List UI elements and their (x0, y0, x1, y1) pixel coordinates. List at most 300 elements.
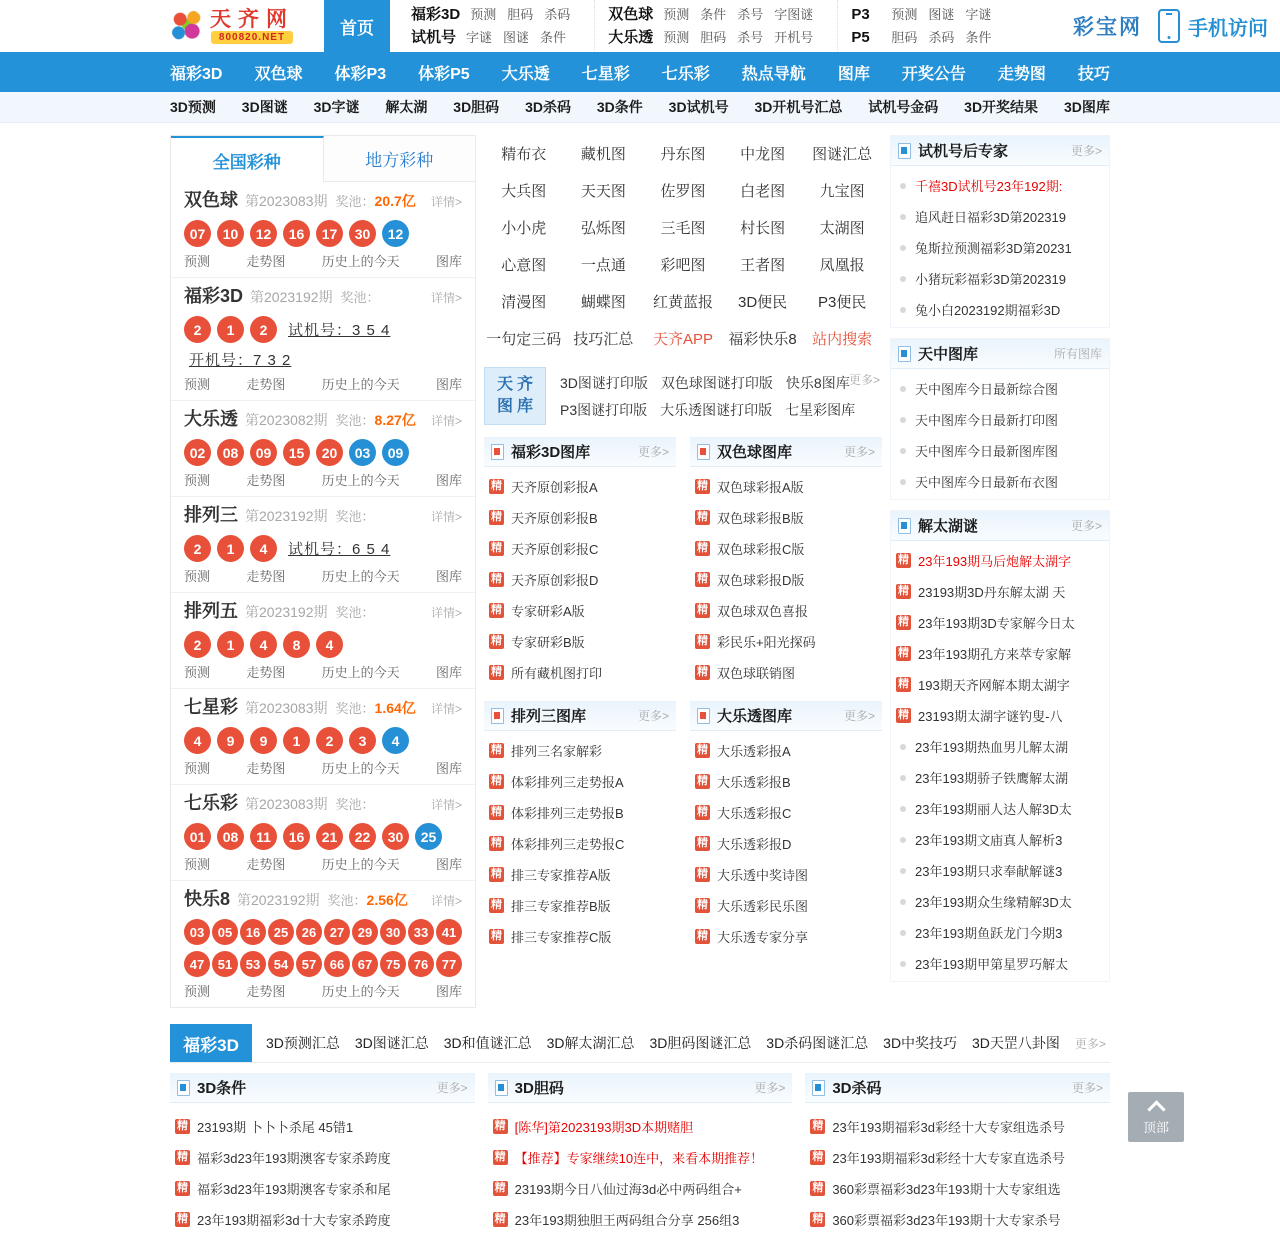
more-link[interactable]: 更多> (848, 373, 880, 387)
menu-group-title[interactable]: P5 (851, 29, 870, 46)
lottery-action-link[interactable]: 历史上的今天 (321, 665, 400, 680)
bottom-tab-link[interactable]: 3D图谜汇总 (354, 1035, 429, 1051)
list-item[interactable] (895, 294, 1105, 325)
list-item-label: 23年193期文庙真人解析3 (915, 833, 1063, 848)
list-item[interactable] (694, 533, 878, 564)
quick-link[interactable]: 小小虎 (501, 220, 547, 237)
main-nav-item[interactable]: 体彩P3 (334, 65, 387, 83)
item-bullet-icon (900, 899, 906, 905)
item-bullet-icon (900, 961, 906, 967)
lottery-action-link[interactable]: 预测 (184, 377, 211, 392)
sub-nav-item[interactable]: 试机号金码 (868, 99, 939, 115)
sub-nav-item[interactable]: 3D杀码 (525, 99, 571, 115)
bottom-tab-link[interactable]: 3D中奖技巧 (883, 1035, 958, 1051)
jing-badge-icon: 精 (812, 1120, 824, 1132)
more-link[interactable]: 更多> (436, 1081, 468, 1095)
list-item[interactable] (895, 373, 1105, 404)
list-item[interactable] (488, 859, 672, 890)
list-item[interactable] (895, 855, 1105, 886)
lottery-action-link[interactable]: 历史上的今天 (321, 857, 400, 872)
tianqi-gallery-link[interactable]: 快乐8图库 (785, 374, 850, 391)
caibao-logo[interactable]: 彩宝网 (1073, 16, 1142, 39)
bottom-tab-link[interactable]: 3D预测汇总 (266, 1035, 340, 1051)
lottery-pool: 奖池： (335, 509, 375, 524)
lottery-action-link[interactable]: 预测 (184, 254, 211, 269)
list-item[interactable] (694, 735, 878, 766)
detail-link[interactable]: 详情> (430, 894, 462, 908)
lottery-pool: 奖池： (335, 797, 375, 812)
lottery-pool: 奖池：1.64亿 (335, 700, 416, 716)
machine-number-link[interactable]: 试机号：3 5 4 (288, 322, 391, 339)
lottery-actions (184, 983, 462, 1000)
list-item[interactable] (809, 1173, 1106, 1204)
lottery-name[interactable]: 七乐彩 (184, 793, 238, 813)
menu-link[interactable]: 预测 (470, 7, 497, 22)
lottery-name[interactable]: 七星彩 (184, 697, 238, 717)
list-item[interactable] (488, 471, 672, 502)
list-item[interactable] (895, 545, 1105, 576)
list-item[interactable] (694, 595, 878, 626)
list-item[interactable] (694, 502, 878, 533)
lottery-ball: 10 (217, 220, 244, 247)
main-nav-item[interactable]: 体彩P5 (418, 65, 470, 83)
lottery-ball: 17 (316, 220, 343, 247)
lottery-ball: 01 (184, 823, 211, 850)
sub-nav-item[interactable]: 3D图库 (1063, 99, 1110, 115)
lottery-card (171, 277, 475, 400)
header-menu-row (608, 26, 824, 49)
quick-link[interactable]: 福彩快乐8 (728, 331, 797, 348)
detail-link[interactable]: 详情> (430, 291, 462, 305)
list-item[interactable] (895, 232, 1105, 263)
more-link[interactable]: 更多> (1074, 1036, 1106, 1051)
lottery-name[interactable]: 排列五 (184, 601, 238, 621)
list-item[interactable] (488, 564, 672, 595)
list-item[interactable] (174, 1142, 471, 1173)
menu-link[interactable]: 字谜 (965, 7, 992, 22)
menu-link[interactable]: 胆码 (507, 7, 534, 22)
list-item[interactable] (895, 762, 1105, 793)
jing-badge-icon: 精 (491, 511, 502, 523)
list-item[interactable] (492, 1173, 789, 1204)
quick-link[interactable]: 白老图 (740, 183, 786, 200)
quick-link[interactable]: 三毛图 (660, 220, 706, 237)
more-link[interactable]: 更多> (843, 445, 875, 459)
sub-nav-item[interactable]: 3D开奖结果 (964, 99, 1039, 115)
panel-header (891, 136, 1109, 166)
list-item[interactable] (895, 466, 1105, 497)
lottery-action-link[interactable]: 走势图 (246, 569, 286, 584)
quick-link[interactable]: 清漫图 (501, 294, 547, 311)
header-menu-row (608, 3, 824, 26)
gallery-panel (690, 437, 882, 690)
list-item[interactable] (488, 657, 672, 688)
main-nav-item[interactable]: 技巧 (1077, 65, 1110, 83)
more-link[interactable]: 更多> (1071, 1081, 1103, 1095)
list-item[interactable] (895, 917, 1105, 948)
quick-link[interactable]: 大兵图 (501, 183, 547, 200)
quick-link[interactable]: 村长图 (740, 220, 786, 237)
quick-link[interactable]: 佐罗图 (660, 183, 706, 200)
draw-balls (184, 220, 462, 247)
back-to-top-button[interactable] (1128, 1092, 1184, 1142)
menu-link[interactable]: 胆码 (891, 30, 918, 45)
tianqi-gallery-link[interactable]: 七星彩图库 (785, 401, 856, 418)
jing-badge-icon: 精 (697, 806, 708, 818)
menu-link[interactable]: 预测 (663, 7, 690, 22)
more-link[interactable]: 更多> (754, 1081, 786, 1095)
sub-nav-item[interactable]: 3D开机号汇总 (754, 99, 843, 115)
lottery-tabs (171, 136, 475, 182)
item-bullet-icon: 精 (898, 616, 909, 628)
more-link[interactable]: 更多> (637, 445, 669, 459)
lottery-action-link[interactable]: 走势图 (246, 857, 286, 872)
jing-badge-icon: 精 (697, 775, 708, 787)
quick-link[interactable]: 太湖图 (819, 220, 865, 237)
list-item[interactable] (488, 921, 672, 952)
lottery-action-link[interactable]: 图库 (435, 569, 462, 584)
detail-link[interactable]: 详情> (430, 798, 462, 812)
lottery-action-link[interactable]: 走势图 (246, 665, 286, 680)
lottery-ball: 30 (382, 823, 409, 850)
lottery-name[interactable]: 福彩3D (184, 286, 244, 306)
jing-badge-icon: 精 (697, 899, 708, 911)
lottery-action-link[interactable]: 历史上的今天 (321, 377, 400, 392)
header-menu-row (851, 26, 1002, 49)
list-item[interactable] (488, 502, 672, 533)
menu-link[interactable]: 预测 (663, 30, 690, 45)
quick-link[interactable]: 中龙图 (740, 146, 786, 163)
list-item-label: 兔斯拉预测福彩3D第20231 (915, 241, 1072, 256)
lottery-action-link[interactable]: 图库 (435, 473, 462, 488)
tab-local-lottery[interactable]: 地方彩种 (324, 136, 476, 182)
jing-badge-icon: 精 (697, 542, 708, 554)
menu-group-title[interactable]: 福彩3D (411, 6, 461, 23)
lottery-pool-value: 2.56亿 (366, 892, 408, 908)
panel-title: 解太湖谜 (918, 518, 979, 535)
list-item-label: 23193期太湖字谜钓叟-八 (918, 709, 1063, 724)
quick-link[interactable]: 凤凰报 (819, 257, 865, 274)
document-icon (898, 346, 911, 362)
menu-link[interactable]: 条件 (540, 30, 567, 45)
lottery-action-link[interactable]: 预测 (184, 761, 211, 776)
lottery-action-link[interactable]: 走势图 (246, 473, 286, 488)
lottery-name[interactable]: 快乐8 (184, 889, 231, 909)
more-link[interactable]: 更多> (1070, 519, 1102, 533)
menu-group-title[interactable]: P3 (851, 6, 870, 23)
main-nav-item[interactable]: 七乐彩 (661, 65, 710, 83)
list-item[interactable] (895, 731, 1105, 762)
main-nav-item[interactable]: 福彩3D (170, 65, 223, 83)
lottery-action-link[interactable]: 图库 (435, 857, 462, 872)
lottery-action-link[interactable]: 走势图 (246, 761, 286, 776)
list-item[interactable] (895, 669, 1105, 700)
quick-link[interactable]: 图谜汇总 (812, 146, 873, 163)
tianqi-gallery-logo[interactable]: 天齐 图库 (484, 367, 546, 425)
list-item[interactable] (895, 824, 1105, 855)
sub-nav-item[interactable]: 3D图谜 (241, 99, 288, 115)
machine-number-link[interactable]: 试机号：6 5 4 (288, 541, 391, 558)
bottom-panel (488, 1073, 793, 1237)
list-item[interactable] (895, 886, 1105, 917)
lottery-pool: 奖池：8.27亿 (335, 412, 416, 428)
quick-link[interactable]: 一点通 (580, 257, 626, 274)
main-nav-item[interactable]: 热点导航 (741, 65, 806, 83)
detail-link[interactable]: 详情> (430, 414, 462, 428)
menu-link[interactable]: 开机号 (774, 30, 814, 45)
menu-group-title[interactable]: 大乐透 (608, 29, 654, 46)
quick-link[interactable]: 天齐APP (652, 331, 713, 348)
list-item-label: 追风赶日福彩3D第202319 (915, 210, 1066, 225)
quick-link[interactable]: 站内搜索 (812, 331, 873, 348)
list-item[interactable] (174, 1173, 471, 1204)
list-item[interactable] (809, 1204, 1106, 1235)
lottery-action-link[interactable]: 走势图 (246, 984, 286, 999)
main-nav-item[interactable]: 图库 (837, 65, 870, 83)
quick-link[interactable]: 九宝图 (819, 183, 865, 200)
menu-group-title[interactable]: 试机号 (411, 29, 457, 46)
quick-link[interactable]: 3D便民 (738, 294, 788, 311)
list-item[interactable] (694, 828, 878, 859)
list-item[interactable] (492, 1111, 789, 1142)
list-item[interactable] (694, 657, 878, 688)
detail-link[interactable]: 详情> (430, 195, 462, 209)
draw-balls (184, 316, 462, 370)
list-item[interactable] (895, 638, 1105, 669)
menu-link[interactable]: 杀码 (544, 7, 571, 22)
list-item[interactable] (492, 1204, 789, 1235)
list-item[interactable] (488, 533, 672, 564)
list-item[interactable] (488, 595, 672, 626)
lottery-action-link[interactable]: 历史上的今天 (321, 473, 400, 488)
bottom-tab-link[interactable]: 3D和值谜汇总 (443, 1035, 532, 1051)
lottery-action-link[interactable]: 图库 (435, 761, 462, 776)
bottom-tab-link[interactable]: 3D解太湖汇总 (546, 1035, 635, 1051)
list-item[interactable] (488, 890, 672, 921)
list-item[interactable] (488, 766, 672, 797)
lottery-card (171, 400, 475, 496)
jing-badge-icon: 精 (494, 1213, 506, 1225)
lottery-name[interactable]: 大乐透 (184, 409, 238, 429)
quick-link[interactable]: 丹东图 (660, 146, 706, 163)
sub-nav-item[interactable]: 3D胆码 (453, 99, 500, 115)
lottery-action-link[interactable]: 预测 (184, 569, 211, 584)
tianqi-gallery-link[interactable]: 3D图谜打印版 (560, 374, 648, 391)
menu-link[interactable]: 字谜 (466, 30, 493, 45)
detail-link[interactable]: 详情> (430, 606, 462, 620)
list-item[interactable] (488, 626, 672, 657)
list-item[interactable] (895, 404, 1105, 435)
more-link[interactable]: 更多> (637, 709, 669, 723)
lottery-action-link[interactable]: 预测 (184, 473, 211, 488)
list-item[interactable] (895, 607, 1105, 638)
lottery-ball: 08 (217, 439, 244, 466)
document-icon (491, 708, 504, 724)
list-item[interactable] (895, 948, 1105, 979)
home-button[interactable]: 首页 (324, 0, 390, 52)
list-item-label: 所有藏机图打印 (511, 666, 603, 681)
item-bullet-icon (900, 806, 906, 812)
list-item-label: [陈华]第2023193期3D本期赌胆 (514, 1120, 694, 1135)
list-item[interactable] (895, 263, 1105, 294)
quick-link[interactable]: P3便民 (818, 294, 867, 311)
tianqi-gallery-box (484, 367, 882, 425)
lottery-action-link[interactable]: 历史上的今天 (321, 569, 400, 584)
quick-link[interactable]: 藏机图 (580, 146, 626, 163)
quick-link[interactable]: 精布衣 (501, 146, 547, 163)
menu-link[interactable]: 预测 (891, 7, 918, 22)
document-icon (697, 444, 710, 460)
menu-link[interactable]: 胆码 (700, 30, 727, 45)
list-item[interactable] (694, 797, 878, 828)
list-item[interactable] (488, 797, 672, 828)
bottom-tab-link[interactable]: 3D天罡八卦图 (972, 1035, 1060, 1051)
list-item[interactable] (694, 859, 878, 890)
sub-nav-item[interactable]: 解太湖 (385, 99, 428, 115)
list-item[interactable] (488, 735, 672, 766)
list-item[interactable] (694, 564, 878, 595)
sub-nav-item[interactable]: 3D试机号 (668, 99, 729, 115)
tab-national-lottery[interactable]: 全国彩种 (171, 136, 324, 182)
quick-link[interactable]: 一句定三码 (486, 331, 562, 348)
lottery-ball: 30 (380, 919, 406, 945)
list-item[interactable] (694, 626, 878, 657)
quick-link[interactable]: 技巧汇总 (573, 331, 634, 348)
sub-nav-item[interactable]: 3D字谜 (313, 99, 360, 115)
menu-link[interactable]: 杀码 (928, 30, 955, 45)
sub-nav-item[interactable]: 3D条件 (596, 99, 643, 115)
list-item[interactable] (895, 435, 1105, 466)
list-item[interactable] (694, 890, 878, 921)
list-item[interactable] (694, 921, 878, 952)
tab-fucai3d[interactable]: 福彩3D (170, 1024, 252, 1062)
detail-link[interactable]: 详情> (430, 702, 462, 716)
logo-flower-icon (170, 9, 204, 43)
menu-link[interactable]: 图谜 (928, 7, 955, 22)
menu-link[interactable]: 杀号 (737, 7, 764, 22)
quick-link[interactable]: 红黄蓝报 (652, 294, 713, 311)
lottery-issue: 第2023083期 (245, 796, 328, 812)
list-item[interactable] (895, 700, 1105, 731)
main-nav-item[interactable]: 大乐透 (501, 65, 550, 83)
more-link[interactable]: 所有图库 (1053, 347, 1102, 361)
lottery-action-link[interactable]: 图库 (435, 665, 462, 680)
tianqi-gallery-link[interactable]: 双色球图谜打印版 (660, 374, 773, 391)
lottery-action-link[interactable]: 历史上的今天 (321, 254, 400, 269)
quick-link[interactable]: 王者图 (740, 257, 786, 274)
lottery-ball: 09 (382, 439, 409, 466)
lottery-card (171, 592, 475, 688)
menu-group-title[interactable]: 双色球 (608, 6, 654, 23)
panel-header (891, 339, 1109, 369)
list-item[interactable] (694, 766, 878, 797)
bottom-tab-link[interactable]: 3D杀码图谜汇总 (766, 1035, 869, 1051)
lottery-action-link[interactable]: 图库 (435, 254, 462, 269)
mobile-visit-link[interactable]: 手机访问 (1188, 17, 1268, 40)
lottery-action-link[interactable]: 走势图 (246, 254, 286, 269)
list-item-label: 双色球联销图 (717, 666, 796, 681)
list-item[interactable] (809, 1111, 1106, 1142)
panel-header (805, 1073, 1110, 1103)
list-item[interactable] (492, 1142, 789, 1173)
list-item[interactable] (694, 471, 878, 502)
machine-number-link[interactable]: 开机号：7 3 2 (189, 352, 292, 369)
lottery-issue: 第2023082期 (245, 412, 328, 428)
main-nav-item[interactable]: 走势图 (997, 65, 1046, 83)
bottom-tab-link[interactable]: 3D胆码图谜汇总 (649, 1035, 752, 1051)
item-bullet-icon (900, 930, 906, 936)
panel-header (690, 437, 882, 467)
bottom-section (170, 1024, 1110, 1237)
list-item[interactable] (174, 1204, 471, 1235)
menu-link[interactable]: 图谜 (503, 30, 530, 45)
lottery-pool-value: 1.64亿 (374, 700, 416, 716)
menu-link[interactable]: 条件 (965, 30, 992, 45)
lottery-action-link[interactable]: 历史上的今天 (321, 761, 400, 776)
list-item[interactable] (895, 170, 1105, 201)
lottery-name[interactable]: 排列三 (184, 505, 238, 525)
jing-badge-icon: 精 (494, 1120, 506, 1132)
list-item[interactable] (809, 1142, 1106, 1173)
list-item[interactable] (895, 576, 1105, 607)
jing-badge-icon: 精 (697, 573, 708, 585)
sub-nav-item[interactable]: 3D预测 (170, 99, 216, 115)
lottery-action-link[interactable]: 历史上的今天 (321, 984, 400, 999)
jing-badge-icon: 精 (812, 1182, 824, 1194)
lottery-action-link[interactable]: 图库 (435, 984, 462, 999)
lottery-ball: 33 (408, 919, 434, 945)
quick-link[interactable]: 蝴蝶图 (580, 294, 626, 311)
lottery-action-link[interactable]: 图库 (435, 377, 462, 392)
lottery-ball: 30 (349, 220, 376, 247)
lottery-action-link[interactable]: 预测 (184, 984, 211, 999)
quick-link[interactable]: 心意图 (501, 257, 547, 274)
list-item-label: 福彩3d23年193期澳客专家杀和尾 (197, 1182, 391, 1197)
main-nav-item[interactable]: 双色球 (254, 65, 303, 83)
lottery-action-link[interactable]: 预测 (184, 857, 211, 872)
menu-link[interactable]: 字图谜 (774, 7, 814, 22)
lottery-action-link[interactable]: 走势图 (246, 377, 286, 392)
main-nav-item[interactable]: 七星彩 (581, 65, 630, 83)
list-item[interactable] (174, 1111, 471, 1142)
main-nav-item[interactable]: 开奖公告 (901, 65, 966, 83)
item-bullet-icon: 精 (898, 647, 909, 659)
tianqi-gallery-link[interactable]: 大乐透图谜打印版 (660, 401, 773, 418)
jing-badge-icon: 精 (697, 744, 708, 756)
menu-link[interactable]: 条件 (700, 7, 727, 22)
list-item[interactable] (488, 828, 672, 859)
lottery-ball: 3 (349, 727, 376, 754)
list-item-label: 双色球双色喜报 (717, 604, 809, 619)
site-logo[interactable] (170, 8, 318, 44)
detail-link[interactable]: 详情> (430, 510, 462, 524)
quick-link[interactable]: 天天图 (580, 183, 626, 200)
list-item-label: 排列三名家解彩 (511, 744, 603, 759)
tianqi-gallery-link[interactable]: P3图谜打印版 (560, 401, 648, 418)
menu-link[interactable]: 杀号 (737, 30, 764, 45)
lottery-name[interactable]: 双色球 (184, 190, 238, 210)
lottery-action-link[interactable]: 预测 (184, 665, 211, 680)
jing-badge-icon: 精 (491, 899, 502, 911)
lottery-ball: 1 (217, 316, 244, 343)
list-item[interactable] (895, 201, 1105, 232)
list-item[interactable] (895, 793, 1105, 824)
lottery-actions (184, 568, 462, 585)
more-link[interactable]: 更多> (843, 709, 875, 723)
more-link[interactable]: 更多> (1070, 144, 1102, 158)
quick-link[interactable]: 弘烁图 (580, 220, 626, 237)
quick-link[interactable]: 彩吧图 (660, 257, 706, 274)
